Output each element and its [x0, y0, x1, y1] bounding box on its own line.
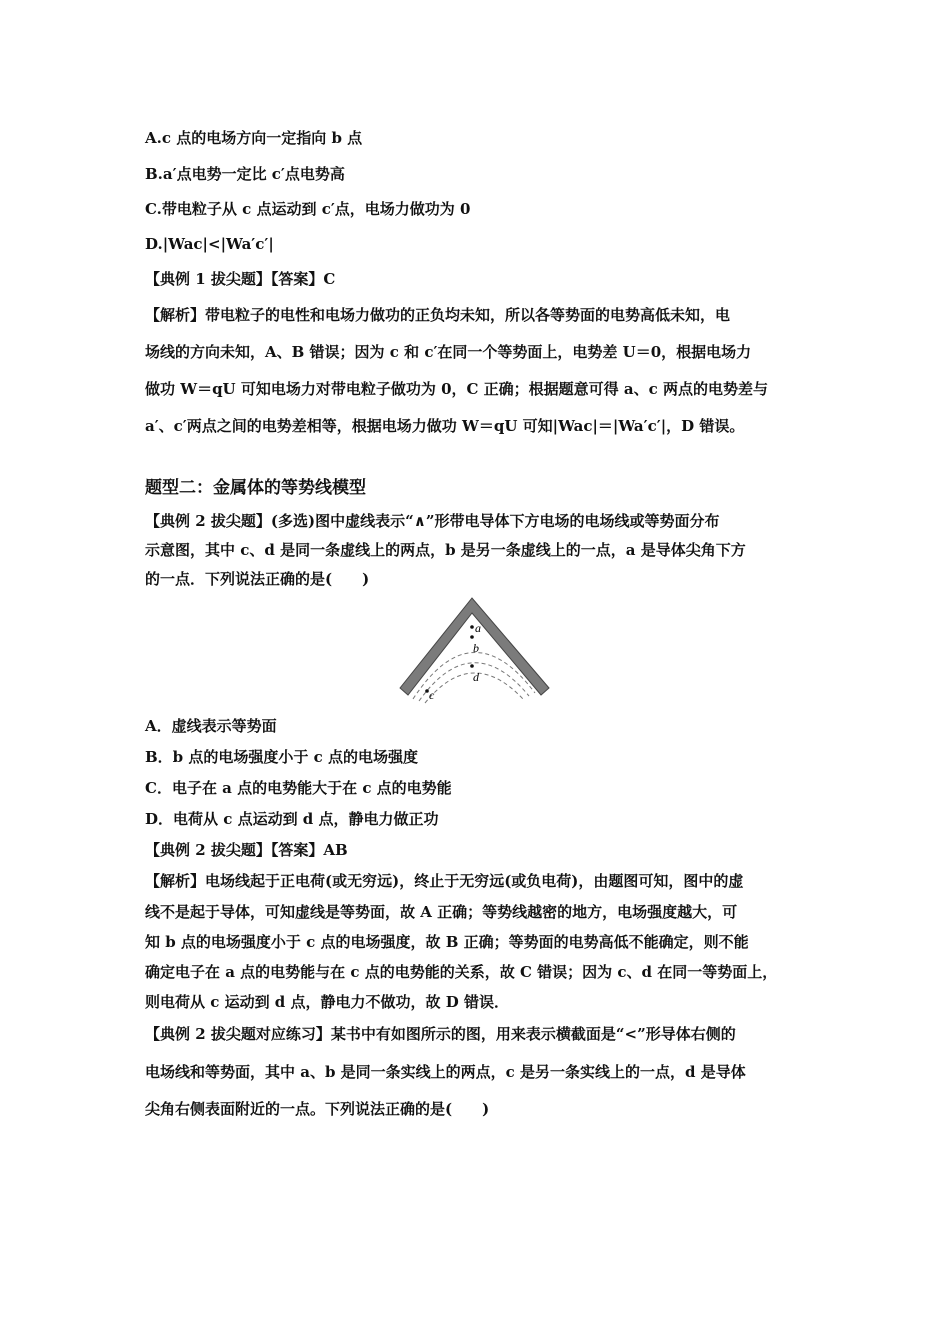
label-c: c [429, 688, 435, 702]
practice-stem-line: 尖角右侧表面附近的一点。下列说法正确的是( ) [145, 1100, 490, 1118]
q1-analysis-line: 【解析】带电粒子的电性和电场力做功的正负均未知，所以各等势面的电势高低未知，电 [145, 306, 731, 324]
q2-stem-line: 示意图，其中 c、d 是同一条虚线上的两点，b 是另一条虚线上的一点，a 是导体尖角下方 [145, 541, 746, 559]
point-b-dot [470, 635, 474, 639]
q2-analysis-line: 确定电子在 a 点的电势能与在 c 点的电势能的关系，故 C 错误；因为 c、d 在同一等势面上， [145, 963, 778, 981]
practice-stem-line: 电场线和等势面，其中 a、b 是同一条实线上的两点，c 是另一条实线上的一点，d 是导体 [145, 1063, 746, 1081]
q2-answer: 【典例 2 拔尖题】【答案】AB [145, 841, 348, 859]
q1-answer: 【典例 1 拔尖题】【答案】C [145, 270, 336, 288]
q1-analysis-line: 场线的方向未知，A、B 错误；因为 c 和 c′在同一个等势面上，电势差 U＝0，根据电场力 [145, 343, 752, 361]
q2-stem-line: 的一点．下列说法正确的是( ) [145, 570, 370, 588]
section-title: 题型二：金属体的等势线模型 [145, 478, 366, 498]
q2-stem-line: 【典例 2 拔尖题】(多选)图中虚线表示“∧”形带电导体下方电场的电场线或等势面分布 [145, 512, 720, 530]
label-a: a [475, 621, 481, 635]
q2-option-b: B．b 点的电场强度小于 c 点的电场强度 [145, 748, 418, 766]
q2-option-a: A．虚线表示等势面 [145, 717, 277, 735]
q2-analysis-line: 【解析】电场线起于正电荷(或无穷远)，终止于无穷远(或负电荷)，由题图可知，图中的虚 [145, 872, 744, 890]
q1-option-a: A.c 点的电场方向一定指向 b 点 [145, 129, 363, 147]
point-d-dot [470, 664, 474, 668]
q1-option-d: D.|Wac|<|Wa′c′| [145, 235, 274, 253]
conductor-figure [393, 593, 558, 705]
label-b: b [473, 641, 479, 655]
q2-analysis-line: 线不是起于导体，可知虚线是等势面，故 A 正确；等势线越密的地方，电场强度越大，可 [145, 903, 738, 921]
label-d: d [473, 670, 479, 684]
q1-option-c: C.带电粒子从 c 点运动到 c′点，电场力做功为 0 [145, 200, 471, 218]
q2-analysis-line: 知 b 点的电场强度小于 c 点的电场强度，故 B 正确；等势面的电势高低不能确定，则不能 [145, 933, 749, 951]
q2-option-c: C．电子在 a 点的电势能大于在 c 点的电势能 [145, 779, 452, 797]
q1-option-b: B.a′点电势一定比 c′点电势高 [145, 165, 345, 183]
point-a-dot [470, 625, 474, 629]
q2-analysis-line: 则电荷从 c 运动到 d 点，静电力不做功，故 D 错误． [145, 993, 509, 1011]
practice-stem-line: 【典例 2 拔尖题对应练习】某书中有如图所示的图，用来表示横截面是“<”形导体右侧的 [145, 1025, 736, 1043]
q1-analysis-line: 做功 W＝qU 可知电场力对带电粒子做功为 0，C 正确；根据题意可得 a、c 两点的电势差与 [145, 380, 768, 398]
q2-option-d: D．电荷从 c 点运动到 d 点，静电力做正功 [145, 810, 439, 828]
q1-analysis-line: a′、c′两点之间的电势差相等，根据电场力做功 W＝qU 可知|Wac|＝|Wa′c′|，D 错误。 [145, 417, 745, 435]
